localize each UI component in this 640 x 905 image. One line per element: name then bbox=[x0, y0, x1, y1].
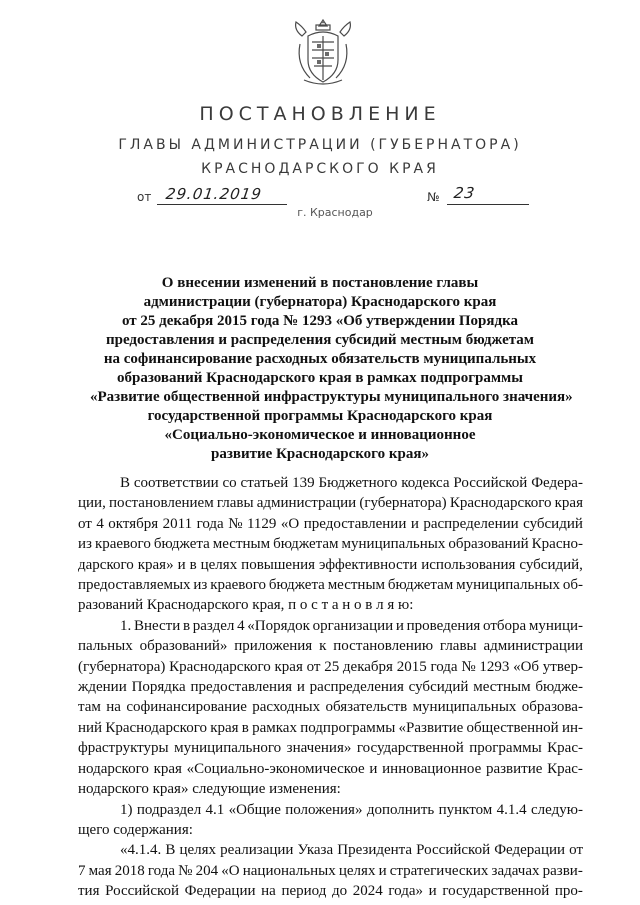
heading-line: предоставления и распределения субсидий местным бюджетам bbox=[105, 332, 535, 348]
body-line: разований Краснодарского края, п о с т а н о в л я ю: bbox=[78, 597, 414, 614]
resolution-heading bbox=[90, 274, 573, 464]
body-line: 1. Внести в раздел 4 «Порядок организации и проведения отбора муници- bbox=[120, 617, 583, 634]
date-label: от bbox=[137, 190, 152, 204]
body-line: дарского края» и в целях повышения эффективности использования субсидий, bbox=[78, 556, 583, 573]
body-line: ции, постановлением главы администрации (губернатора) Краснодарского края bbox=[78, 495, 583, 512]
issuer-line-2: КРАСНОДАРСКОГО КРАЯ bbox=[201, 161, 439, 177]
heading-line: от 25 декабря 2015 года № 1293 «Об утверждении Порядка bbox=[121, 313, 519, 329]
number-underline bbox=[447, 204, 529, 205]
coat-of-arms-emblem bbox=[292, 14, 354, 90]
body-line: из краевого бюджета местным бюджетам муниципальных образований Красно- bbox=[78, 536, 583, 553]
number-label: № bbox=[427, 190, 440, 204]
body-line: 7 мая 2018 года № 204 «О национальных целях и стратегических задачах разви- bbox=[78, 862, 583, 879]
heading-line: на софинансирование расходных обязательств муниципальных bbox=[103, 351, 537, 367]
body-line: нодарского края «Социально-экономическое и инновационное развитие Крас- bbox=[78, 760, 583, 777]
body-line: пальных образований» приложения к постановлению главы администрации bbox=[78, 638, 583, 655]
body-line: щего содержания: bbox=[78, 821, 193, 838]
body-line: предоставляемых из краевого бюджета местным бюджетам муниципальных об- bbox=[78, 577, 583, 594]
body-line: тия Российской Федерации на период до 2024 года» и государственной про- bbox=[78, 883, 583, 900]
body-line: ний Краснодарского края в рамках подпрограммы «Развитие общественной ин- bbox=[78, 719, 583, 736]
body-line: (губернатора) Краснодарского края от 25 декабря 2015 года № 1293 «Об утвер- bbox=[78, 658, 583, 675]
handwritten-number: 23 bbox=[452, 184, 477, 202]
city-name: г. Краснодар bbox=[297, 206, 373, 219]
body-line: ждении Порядка предоставления и распределения субсидий местным бюдже- bbox=[78, 679, 583, 696]
body-line: нодарского края» следующие изменения: bbox=[78, 781, 341, 798]
body-line: там на софинансирование расходных обязательств муниципальных образова- bbox=[78, 699, 583, 716]
issuer-line-1: ГЛАВЫ АДМИНИСТРАЦИИ (ГУБЕРНАТОРА) bbox=[118, 137, 522, 153]
document-type-title: ПОСТАНОВЛЕНИЕ bbox=[199, 103, 441, 125]
heading-line: образований Краснодарского края в рамках подпрограммы bbox=[116, 370, 523, 386]
heading-line: О внесении изменений в постановление главы bbox=[161, 275, 479, 291]
body-line: 1) подраздел 4.1 «Общие положения» дополнить пунктом 4.1.4 следую- bbox=[120, 801, 583, 818]
heading-line: государственной программы Краснодарского края bbox=[147, 408, 493, 424]
heading-line: администрации (губернатора) Краснодарского края bbox=[143, 294, 497, 310]
heading-line: развитие Краснодарского края» bbox=[211, 446, 429, 462]
body-line: от 4 октября 2011 года № 1129 «О предоставлении и распределении субсидий bbox=[78, 515, 583, 532]
date-underline bbox=[157, 204, 287, 205]
heading-line: «Социально-экономическое и инновационное bbox=[164, 427, 476, 443]
body-line: «4.1.4. В целях реализации Указа Президента Российской Федерации от bbox=[120, 842, 583, 859]
body-line: фраструктуры муниципального значения» государственной программы Крас- bbox=[78, 740, 583, 757]
body-line: В соответствии со статьей 139 Бюджетного кодекса Российской Федера- bbox=[120, 475, 583, 491]
heading-line: «Развитие общественной инфраструктуры муниципального значения» bbox=[90, 389, 573, 405]
body-text bbox=[78, 473, 583, 902]
handwritten-date: 29.01.2019 bbox=[164, 185, 264, 203]
